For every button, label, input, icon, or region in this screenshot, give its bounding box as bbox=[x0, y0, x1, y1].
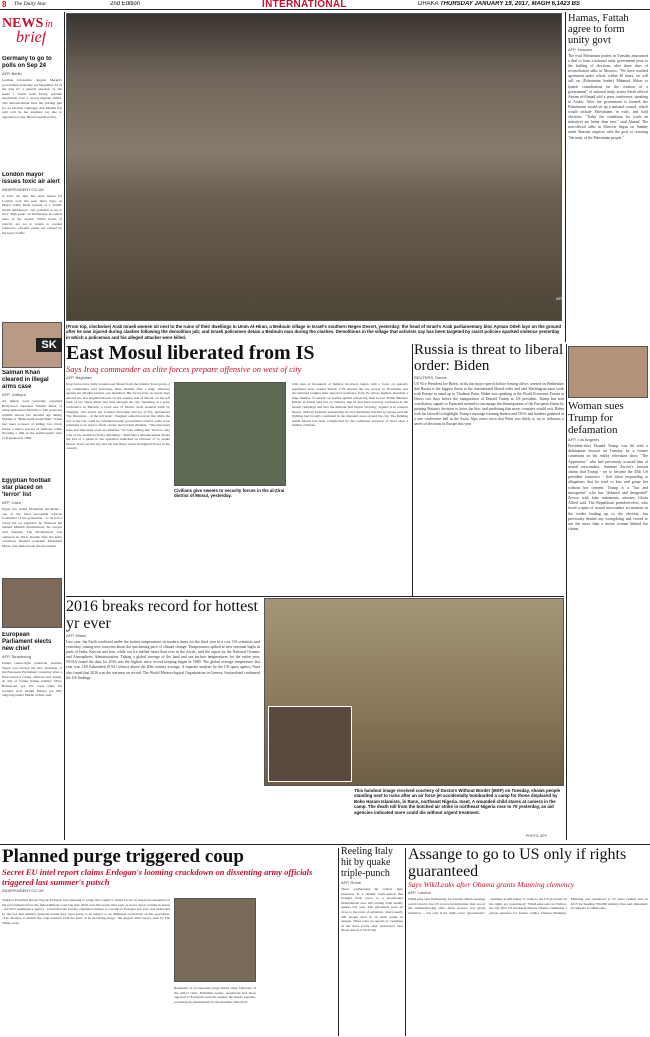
brief-headline: Salman Khan cleared in illegal arms case bbox=[2, 370, 49, 390]
brief-logo-in: in bbox=[45, 19, 53, 30]
mosul-body-col2: with tens of thousands of fighters involved, began with a focus on sparsely populated areas around Mosul. CTS entered the city proper in November and encountered tougher than expected resistance from IS, whose fighters launched a huge number of suicide car bombs against advancing Iraqi forces. Prime Minister Haider al-Abadi said last on Tuesday that IS had been severely weakened in the Mosul campaign and that the militant had begun "moving" against it in western Mosul, without formally announcing its end. Residents reached by phone said the fighting had broadly continued in the disputed areas around the city. The fighting inside Mosul has been complicated by the continued presence of more than 1 million civilians. bbox=[292, 382, 408, 428]
brief-headline: Egyptian football star placed on 'terror' list bbox=[2, 478, 51, 498]
brief-item bbox=[2, 632, 62, 744]
brief-byline: AFP, Cairo bbox=[2, 500, 22, 505]
brief-item bbox=[2, 478, 62, 574]
record-byline: AFP, Miami bbox=[66, 633, 87, 638]
hamas-story bbox=[568, 13, 648, 343]
brief-item bbox=[2, 56, 62, 170]
mosul-deck: Says Iraq commander as elite forces prepare offensive on west of city bbox=[66, 364, 302, 374]
brief-item bbox=[2, 172, 62, 320]
column-rule bbox=[64, 12, 65, 840]
column-rule bbox=[566, 344, 567, 840]
column-rule bbox=[405, 848, 406, 1036]
coup-byline: INDEPENDENT.CO.UK bbox=[2, 888, 45, 893]
woman-story bbox=[568, 400, 648, 840]
russia-headline: Russia is threat to liberal order: Biden bbox=[414, 342, 564, 374]
news-in-brief-logo bbox=[2, 16, 62, 56]
brief-body: A toxic air alert has been issued for London over the next three days, as Mayor Sadiq Khan warned of a "public health emergency". Air pollution is set to hit a "high peak" on Wednesday in central parts of the capital. While levels of toxicity are set to return to normal tomorrow, extreme peaks are caused by the heavy traffic. bbox=[2, 194, 62, 235]
page-number: 8 bbox=[2, 0, 7, 9]
coup-deck: Secret EU intel report claims Erdogan's looming crackdown on dissenting army officials triggered last summer's putsch bbox=[2, 867, 313, 887]
woman-body: President-elect Donald Trump was hit with a defamation lawsuit on Tuesday by a former contestant on his reality television show "The Apprentice," who had previously accused him of sexual misconduct. Summer Zervos's lawsuit claims that Trump - set to become the 45th US president tomorrow - lied when responding to allegations that he tried to kiss and grope her without her consent. Trump is a "liar and misogynist" who has "debased and denigrated" Zervos with false statements, attorney Gloria Allred said. The Republican president-elect, who faced a spate of sexual misconduct accusations in the weeks leading up to the election, has previously denied any wrongdoing and vowed to sue the more than a dozen women behind the claims. bbox=[568, 444, 648, 532]
top-photo-credit: AFP bbox=[556, 296, 564, 301]
assange-headline: Assange to go to US only if rights guaranteed bbox=[408, 846, 627, 880]
mosul-byline: AFP, Baghdad bbox=[66, 375, 92, 380]
mosul-story bbox=[66, 342, 410, 592]
assange-body: WikiLeaks said Wednesday its founder Julian Assange could travel to the US to face investigation after one of the whistleblowing site's main sources was given clemency -- but only if his rights were "guaranteed". "Assange is still happy to come to the US provided all his rights are guaranteed," WikiLeaks said on Twitter, the day after US President Barack Obama commuted a prison sentence for former soldier Chelsea Manning. Manning was sentenced to 35 years behind bars in 2013 for handing 700,000 military files and diplomatic documents to WikiLeaks. bbox=[408, 897, 648, 915]
assange-deck: Says WikiLeaks after Obama grants Manning clemency bbox=[408, 880, 575, 889]
brief-headline: Germany to go to polls on Sep 24 bbox=[2, 56, 52, 69]
umm-al-hiran-photo bbox=[66, 13, 562, 321]
edition: 2nd Edition bbox=[110, 1, 141, 7]
wounded-child-inset-photo bbox=[268, 706, 352, 782]
brief-body: Egypt has added Mohamed Aboutrika - one of the most successful African footballers of his generation - to its terror watch list on suspicion he financed the banned Muslim Brotherhood, his lawyer said Tuesday. The Brotherhood was outlawed in 2013, months after the army overthrew Islamist president Mohamed Morsi, who hailed from the movement. bbox=[2, 507, 62, 548]
coup-story bbox=[2, 846, 336, 1036]
russia-byline: REUTERS, Davos bbox=[414, 375, 447, 380]
brief-headline: European Parliament elects new chief bbox=[2, 632, 52, 652]
russia-body: US Vice President Joe Biden, in his last major speech before leaving office, warned on Wednesday that Russia is the biggest threat to the international liberal order and said Washington must work with Europe to stand up to Vladimir Putin. Biden was speaking at the World Economic Forum in Davos two days before the inauguration of Donald Trump as US president. Trump has sent conciliatory signals to Putin and seemed to encourage the disintegration of the European Union by praising Britain's decision to leave the bloc and predicting that more countries would exit. Biden took his farewell to highlight Trump's message warning leaders and CEOs and bankers gathered in a rare conference hall in the Swiss Alps resort town that Putin was likely to try to influence a series of elections in Europe this year. bbox=[414, 382, 564, 426]
tajani-photo bbox=[2, 578, 62, 628]
italy-headline: Reeling Italy hit by quake triple-punch bbox=[341, 846, 393, 879]
section-rule bbox=[66, 596, 564, 597]
hamas-byline: AFP, Moscow bbox=[568, 47, 593, 52]
brief-byline: AFP, Jodhpur bbox=[2, 392, 26, 397]
coup-body: Turkey's President Recep Tayyip Erdogan was planning to purge the country's armed forces of suspected dissenters in his government before the failed military coup last July 2016, new European intel says. A secret report written in-house - the EU's intelligence agency - found that the loosely organised attempt to overthrow Erdogan last year was motivated by the fact that military generals feared they were going to be subject to an imminent crackdown on the opposition. "The decision to launch the coup resulted from the fears of an incoming purge," the August 2016 report, seen by The Times, read. bbox=[2, 898, 170, 925]
column-rule bbox=[338, 848, 339, 1036]
mosul-headline: East Mosul liberated from IS bbox=[66, 342, 315, 364]
section-rule bbox=[0, 844, 650, 845]
page-header bbox=[0, 0, 650, 10]
record-story bbox=[66, 598, 260, 842]
record-body: Last year, the Earth sweltered under the hottest temperatures in modern times for the third year in a row, US scientists said yesterday, raising new concerns about the quickening pace of climate change. Temperatures spiked to new seasonal highs in parts of India, Kuwait and Iran, while sea ice melted faster than ever in the Arctic, said the report by the National Oceanic and Atmospheric Administration. Taking a global average of the land and sea surface temperatures for the entire year, NOAA found the data for 2016 was the highest since record keeping began in 1880. The global average temperature last year was 1.69 Fahrenheit (0.94 Celsius) above the 20th century average. A separate analysis by the US space agency Nasa also found that 2016 was the warmest on record. The World Meteorological Organization in Geneva, Switzerland confirmed the US findings. bbox=[66, 640, 260, 680]
brief-body: Italian centre-right politician Antonio Tajani was elected the new president of the European Parliament yesterday after a final round of voting, officials said. Tajani, an ally of former Italian premier Silvio Berlusconi, got 351 votes while his socialist rival Gianni Pittella got 282, outgoing leader Martin Schulz said. bbox=[2, 661, 62, 698]
column-rule bbox=[565, 12, 566, 342]
brief-body: An Indian court yesterday acquitted Bollywood superstar Salman Khan of using unlicensed firearms to kill protected wildlife almost two decades ago during filming of "Hum Saath-Saath Hain". Khan had been accused of killing two black bucks, a native species of antelope, while shooting a film in the northwestern state of Rajasthan in 1998. bbox=[2, 399, 62, 440]
section-title: INTERNATIONAL bbox=[262, 0, 347, 10]
assange-byline: AFP, London bbox=[408, 890, 431, 895]
brief-byline: AFP, Berlin bbox=[2, 71, 22, 76]
italy-story bbox=[341, 846, 403, 1036]
italy-body: Three earthquakes hit central Italy yesterday in a seismic triple-punch that brought fresh terror to a snowbound mountainous area still reeling from deadly quakes last year. The epicentres were all close to the town of Amatrice, where nearly 300 people died in an earth quake in August. There were no reports of casualties in the three hours after yesterday's first shock struck at 10:25 am. bbox=[341, 887, 403, 933]
top-photo-caption: (From top, clockwise) Arab Israeli women sit next to the ruins of their dwellings in Umm Al-Hiran, a Bedouin village in Israel's southern Negev Desert, yesterday; the head of Israel's Arab parliamentary bloc Ayman Odeh lays on the ground after he was injured during clashes following the demolition job; and Israeli policemen detain a Bedouin man during the clashes. Demolitions in the village that activists say has been targeted by racist policies sparked violence yesterday in which a policeman and his alleged attacker were killed. bbox=[66, 324, 562, 340]
summer-zervos-photo bbox=[568, 346, 648, 398]
column-rule bbox=[412, 344, 413, 596]
woman-headline: Woman sues Trump for defamation bbox=[568, 400, 624, 436]
dateline: DHAKA bbox=[418, 1, 439, 7]
mosul-photo bbox=[174, 382, 286, 486]
nigeria-caption: This handout image received courtesy of Doctors Without Border (MSF) on Tuesday, shows people standing next to ruins after an air force jet accidentally bombarded a camp for those displaced by Boko Haram Islamists, in Rann, northeast Nigeria. Inset, A wounded child stares at camera in the camp. The death toll from the botched air strike in northeast Nigeria rose to 70 yesterday, as aid agencies indicated more could die without urgent treatment. bbox=[354, 788, 561, 815]
woman-byline: AFP, Los Angeles bbox=[568, 437, 600, 442]
brief-byline: AFP, Strasbourg bbox=[2, 654, 32, 659]
record-headline: 2016 breaks record for hottest yr ever bbox=[66, 598, 258, 632]
assange-story bbox=[408, 846, 648, 1036]
sk-logo: SK bbox=[36, 338, 62, 352]
brief-item bbox=[2, 370, 62, 474]
coup-photo bbox=[174, 898, 256, 982]
italy-byline: AFP, Rome bbox=[341, 880, 362, 885]
masthead: The Daily Star bbox=[14, 1, 47, 7]
brief-logo-news: NEWS bbox=[2, 16, 44, 31]
coup-headline: Planned purge triggered coup bbox=[2, 846, 244, 867]
hamas-body: The rival Palestinian parties on Tuesday announced a deal to form a national unity government prior to the holding of elections, after three days of reconciliation talks in Moscow. "We have reached agreement under which, within 48 hours, we will call on (Palestinian leader) Mahmud Abbas to launch consultations on the creation of a government" of national unity, senior Fatah official Azzam al-Ahmad told a press conference, speaking in Arabic. After the government is formed, the Palestinians would set up a national council, which would include Palestinians in exile, and hold elections. "Today the conditions for (such an initiative) are better than ever," said Ahmad. The non-official talks in Moscow began on Sunday under Russian auspices with the goal of restoring "the unity of the Palestinian people." bbox=[568, 54, 648, 140]
brief-body: German Chancellor Angela Merkel's government yesterday set September 24 as the date for a general election, as she seeks a fourth term facing populist headwinds over a record migrant influx. The announcement fires the starting gun for an election campaign that Merkel has said will be her toughest yet due to opposition to her liberal asylum policy. bbox=[2, 78, 62, 119]
brief-headline: London mayor issues toxic air alert bbox=[2, 172, 60, 185]
brief-byline: INDEPENDENT.CO.UK bbox=[2, 187, 45, 192]
coup-photo-caption: Remnants of an expected purge aimed army followers of the exiled cleric Fethullah Gulen, secularists and those opposed to Erdogan's policies against the Kurds together, providing the momentum for the dramatic failed bid. bbox=[174, 986, 256, 1004]
page-date: THURSDAY JANUARY 19, 2017, MAGH 6,1423 BS bbox=[440, 1, 580, 7]
nigeria-photo-credit: PHOTO: AFP bbox=[526, 834, 547, 838]
mosul-body-col1: Iraqi forces have fully retaken east Mosul from the Islamic State group, a top commander said yesterday, three months after a huge offensive against the jihadist bastion was launched. His forces have in recent days entered the last neighbourhoods on the eastern side of Mosul, on the left bank of the Tigris River that runs through the city. Speaking at a press conference in Bartalla, a town east of Mosul, Staff General Talib al-Shaghati, who heads the Counter-Terrorism Service (CTS), announced "the liberation... of the left bank". Shaghati added however that while the east of the city could be considered under government control, some work remained to be done to flush out the last holdout jihadists. "The important lines and important areas are finished," he said, adding that "there is only a bit of the northern (front) remaining." Yesterday's announcement marks the end of a phase in the operation launched on October 17 to retake Mosul, Iraq's second city and the last major urban stronghold IS has in the country. bbox=[66, 382, 170, 451]
brief-logo-brief: brief bbox=[16, 29, 47, 46]
mosul-photo-caption: Civilians give sweets to security forces in the al-Zirai district of Mosul, yesterday. bbox=[174, 488, 285, 499]
russia-story bbox=[414, 342, 564, 592]
hamas-headline: Hamas, Fattah agree to form unity govt bbox=[568, 13, 629, 46]
